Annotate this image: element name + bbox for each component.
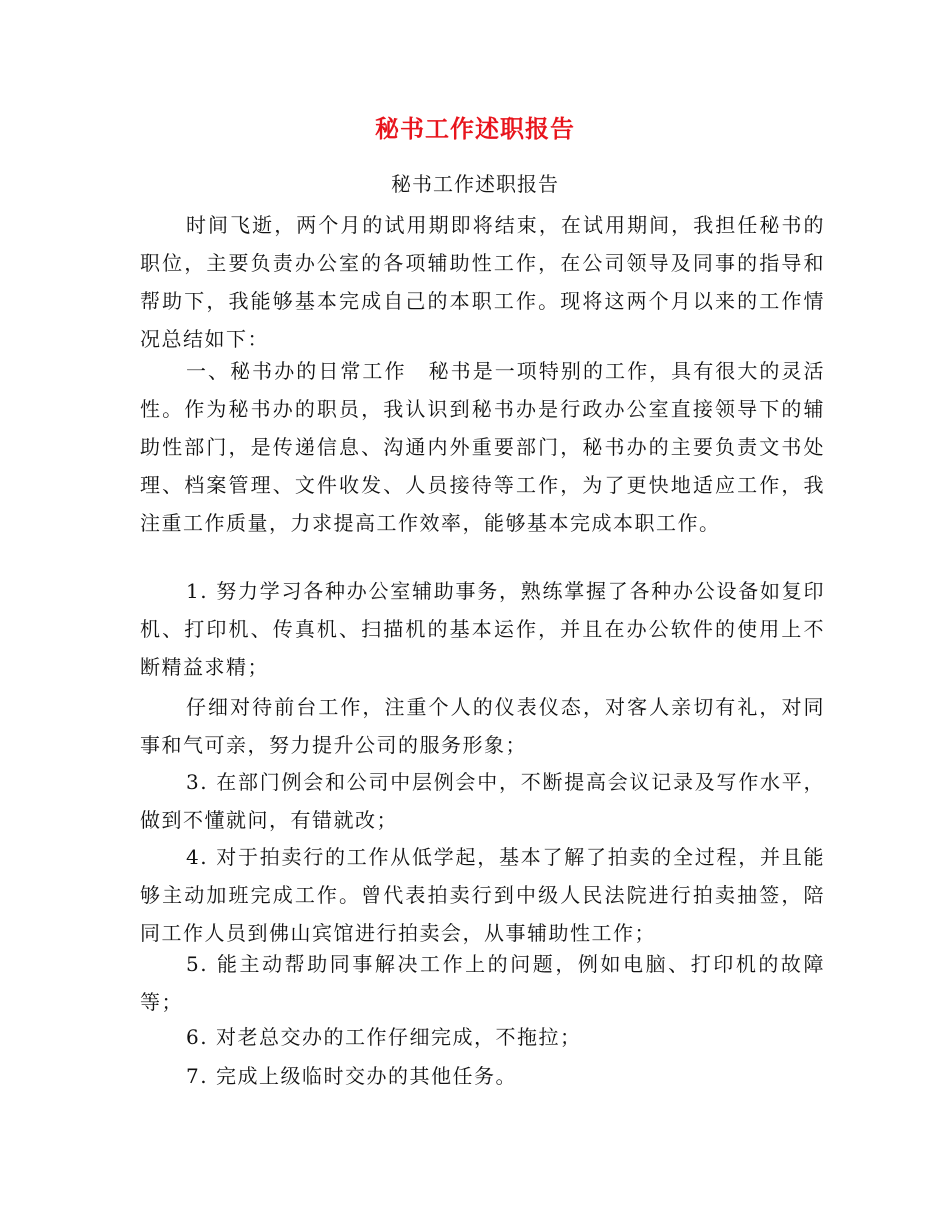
paragraph-item-1: 1. 努力学习各种办公室辅助事务，熟练掌握了各种办公设备如复印机、打印机、传真机、扫描机的基本运作，并且在办公软件的使用上不断精益求精； (140, 579, 825, 679)
paragraph-section-one: 一、秘书办的日常工作 秘书是一项特别的工作，具有很大的灵活性。作为秘书办的职员，我认识到秘书办是行政办公室直接领导下的辅助性部门，是传递信息、沟通内外重要部门，秘书办的主要负责文书处理、档案管理、文件收发、人员接待等工作，为了更快地适应工作，我注重工作质量，力求提高工作效率，能够基本完成本职工作。 (140, 359, 825, 535)
document-subtitle: 秘书工作述职报告 (391, 172, 559, 196)
paragraph-intro: 时间飞逝，两个月的试用期即将结束，在试用期间，我担任秘书的职位，主要负责办公室的各项辅助性工作，在公司领导及同事的指导和帮助下，我能够基本完成自己的本职工作。现将这两个月以来的工作情况总结如下： (140, 213, 825, 351)
paragraph-item-4: 4. 对于拍卖行的工作从低学起，基本了解了拍卖的全过程，并且能够主动加班完成工作。曾代表拍卖行到中级人民法院进行拍卖抽签，陪同工作人员到佛山宾馆进行拍卖会，从事辅助性工作； (140, 845, 825, 945)
paragraph-item-7: 7. 完成上级临时交办的其他任务。 (186, 1064, 517, 1088)
paragraph-item-6: 6. 对老总交办的工作仔细完成，不拖拉； (186, 1025, 582, 1049)
paragraph-item-5: 5. 能主动帮助同事解决工作上的问题，例如电脑、打印机的故障等； (140, 952, 825, 1014)
document-title: 秘书工作述职报告 (375, 114, 575, 143)
paragraph-item-3: 3. 在部门例会和公司中层例会中，不断提高会议记录及写作水平，做到不懂就问，有错就改； (140, 770, 825, 832)
paragraph-item-2: 仔细对待前台工作，注重个人的仪表仪态，对客人亲切有礼，对同事和气可亲，努力提升公司的服务形象； (140, 695, 825, 757)
